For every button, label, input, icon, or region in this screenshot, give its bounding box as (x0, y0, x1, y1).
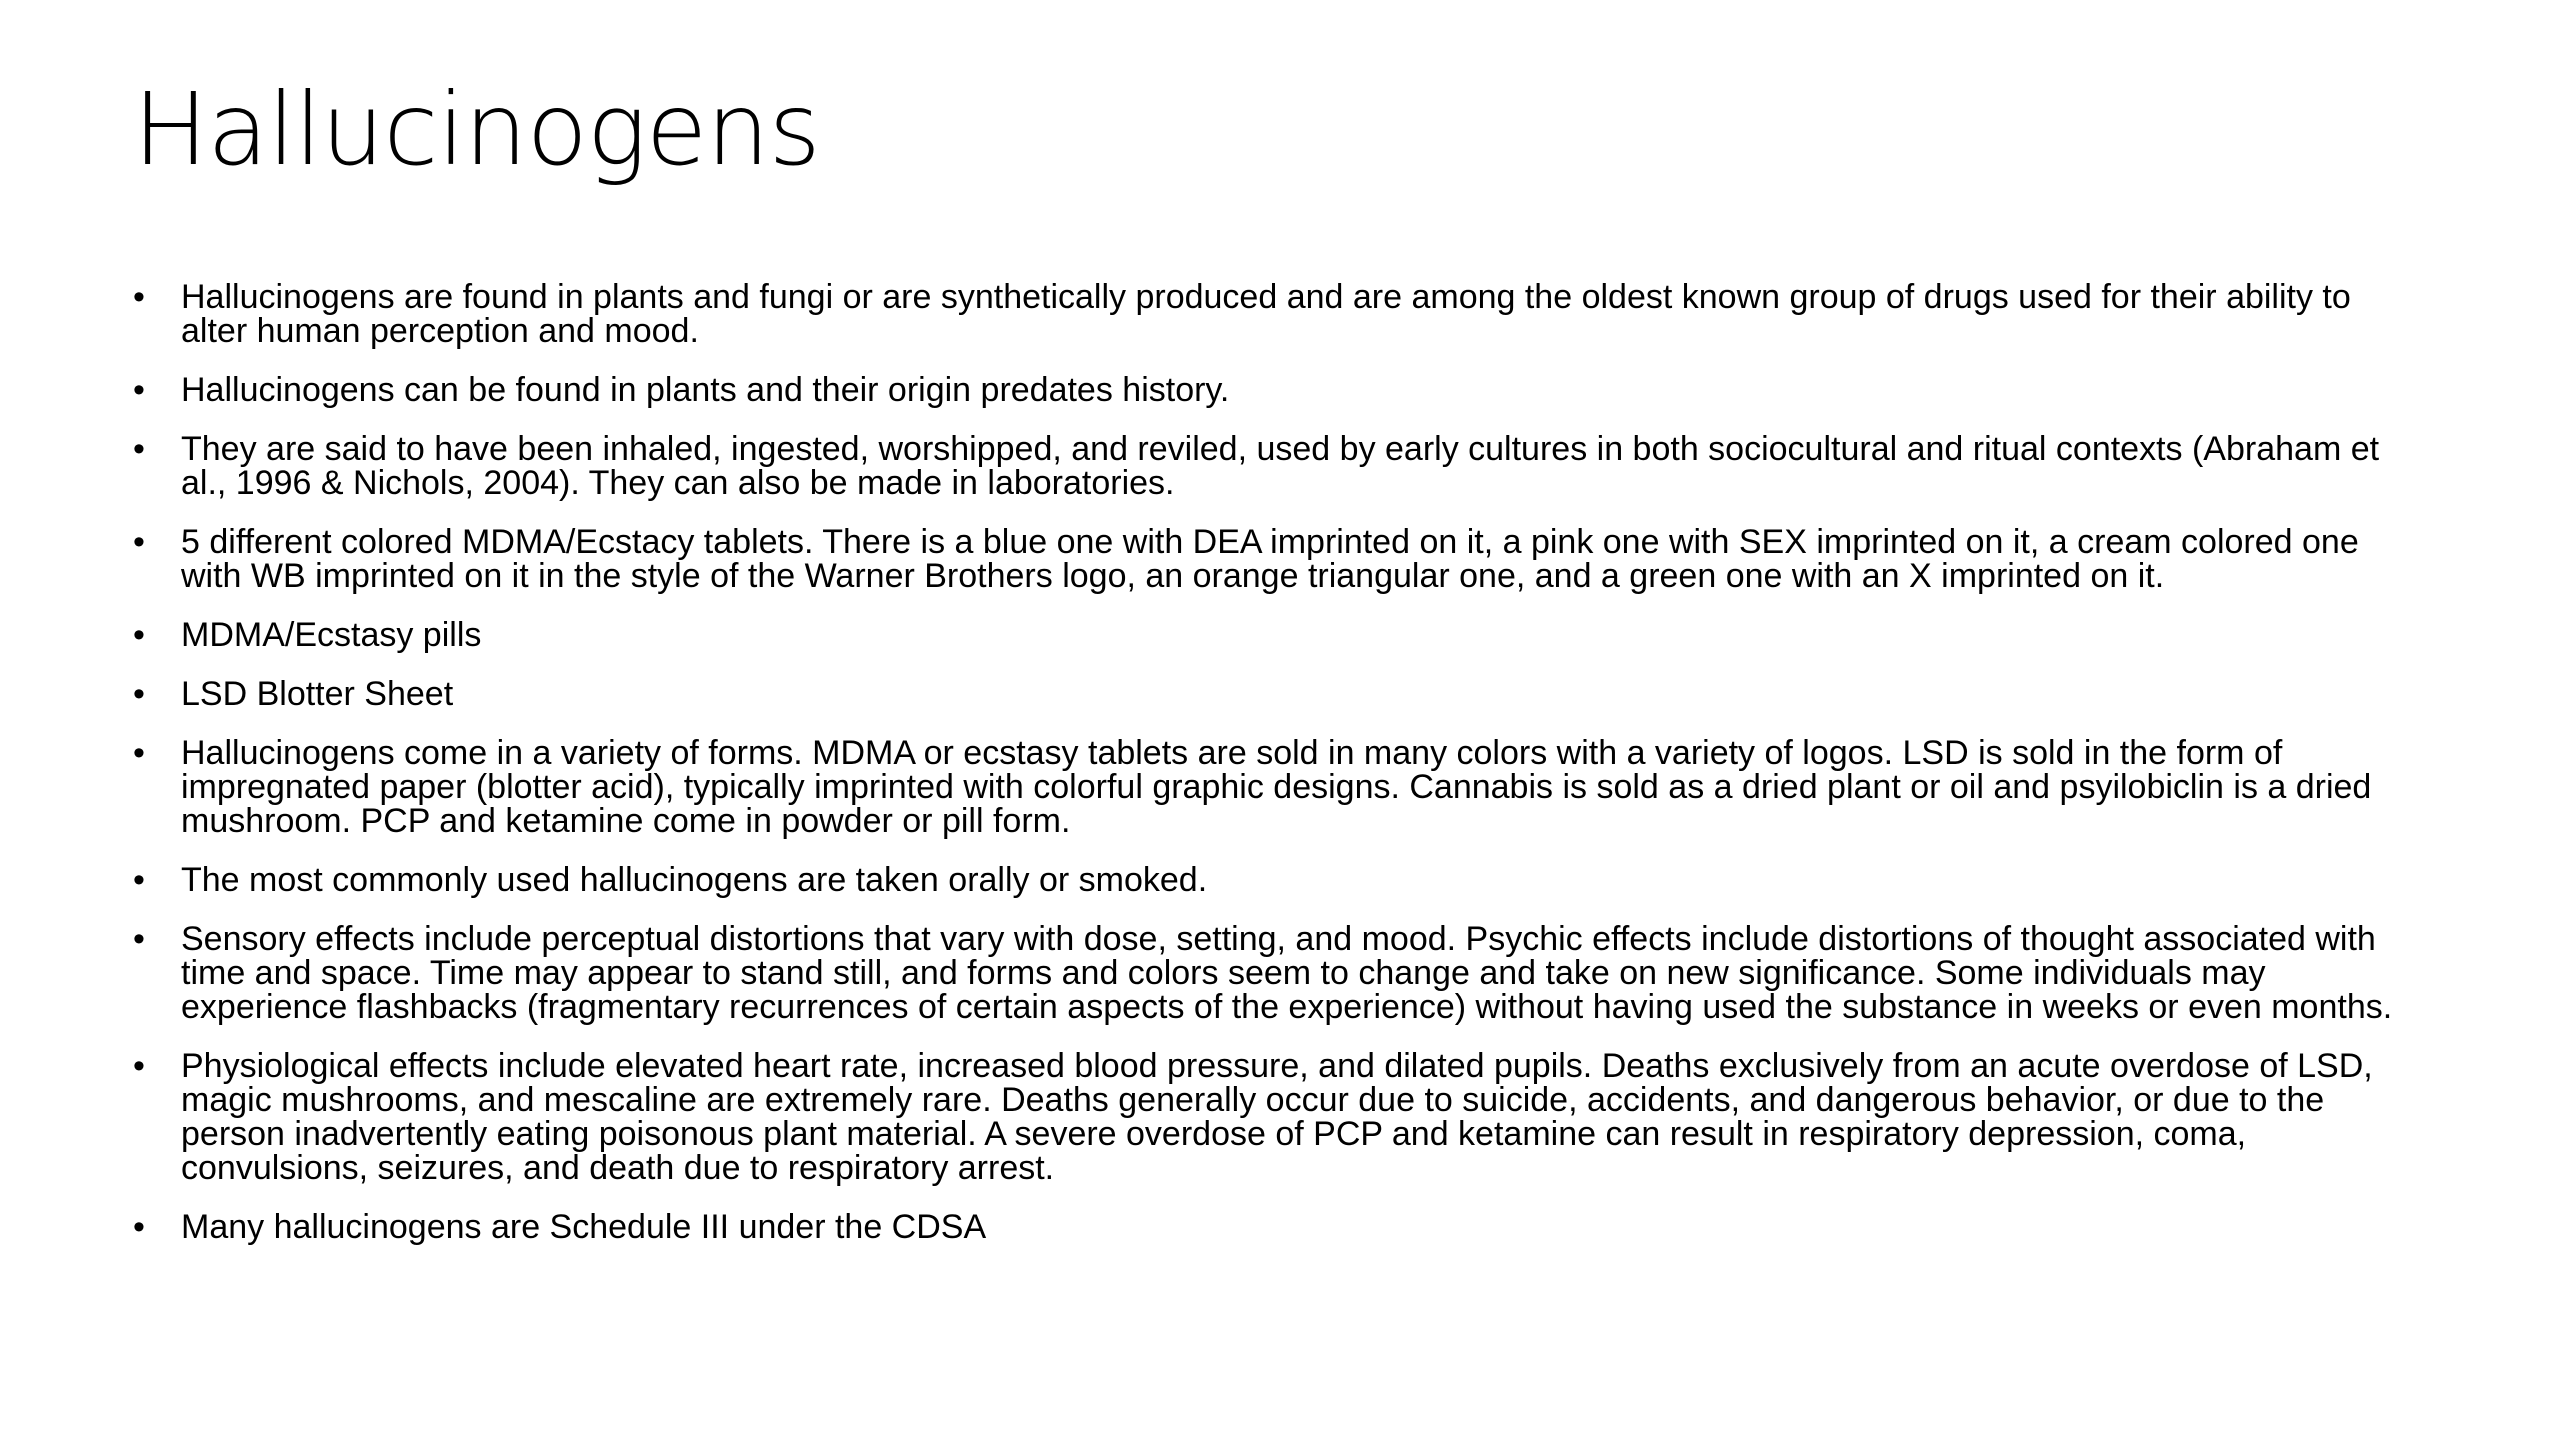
bullet-text: MDMA/Ecstasy pills (181, 616, 482, 654)
bullet-item (133, 525, 2413, 593)
bullet-icon: • (133, 734, 145, 772)
bullet-icon: • (133, 920, 145, 958)
bullet-text: Sensory effects include perceptual distortions that vary with dose, setting, and mood. Psychic effects include distortions of thought associated with time and space. Time may appear to stand still, and forms and colors seem to change and take on new significance. Some individuals may experience flashbacks (fragmentary recurrences of certain aspects of the experience) without having used the substance in weeks or even months. (181, 920, 2393, 1026)
bullet-text: Many hallucinogens are Schedule III under the CDSA (181, 1208, 987, 1246)
bullet-text: LSD Blotter Sheet (181, 675, 454, 713)
bullet-icon: • (133, 1208, 145, 1246)
bullet-icon: • (133, 278, 145, 316)
bullet-item (133, 863, 2413, 897)
bullet-icon: • (133, 430, 145, 468)
bullet-list (133, 280, 2413, 1269)
bullet-icon: • (133, 371, 145, 409)
bullet-item (133, 280, 2413, 348)
bullet-item (133, 1049, 2413, 1185)
bullet-item (133, 432, 2413, 500)
bullet-text: The most commonly used hallucinogens are taken orally or smoked. (181, 861, 1208, 899)
bullet-item (133, 922, 2413, 1024)
bullet-item (133, 618, 2413, 652)
bullet-icon: • (133, 675, 145, 713)
bullet-icon: • (133, 1047, 145, 1085)
bullet-icon: • (133, 861, 145, 899)
bullet-icon: • (133, 616, 145, 654)
bullet-text: 5 different colored MDMA/Ecstacy tablets. There is a blue one with DEA imprinted on it, a pink one with SEX imprinted on it, a cream colored one with WB imprinted on it in the style of the Warner Brothers logo, an orange triangular one, and a green one with an X imprinted on it. (181, 523, 2359, 595)
bullet-icon: • (133, 523, 145, 561)
bullet-text: Physiological effects include elevated heart rate, increased blood pressure, and dilated pupils. Deaths exclusively from an acute overdose of LSD, magic mushrooms, and mescaline are extremely rare. Deaths generally occur due to suicide, accidents, and dangerous behavior, or due to the person inadvertently eating poisonous plant material. A severe overdose of PCP and ketamine can result in respiratory depression, coma, convulsions, seizures, and death due to respiratory arrest. (181, 1047, 2373, 1187)
bullet-text: Hallucinogens can be found in plants and their origin predates history. (181, 371, 1230, 409)
bullet-text: Hallucinogens come in a variety of forms. MDMA or ecstasy tablets are sold in many colors with a variety of logos. LSD is sold in the form of impregnated paper (blotter acid), typically imprinted with colorful graphic designs. Cannabis is sold as a dried plant or oil and psyilobiclin is a dried mushroom. PCP and ketamine come in powder or pill form. (181, 734, 2372, 840)
bullet-text: Hallucinogens are found in plants and fungi or are synthetically produced and are among the oldest known group of drugs used for their ability to alter human perception and mood. (181, 278, 2351, 350)
bullet-item (133, 677, 2413, 711)
slide-title: Hallucinogens (133, 71, 820, 188)
bullet-item (133, 373, 2413, 407)
bullet-text: They are said to have been inhaled, ingested, worshipped, and reviled, used by early cultures in both sociocultural and ritual contexts (Abraham et al., 1996 & Nichols, 2004). They can also be made in laboratories. (181, 430, 2380, 502)
bullet-item (133, 736, 2413, 838)
bullet-item (133, 1210, 2413, 1244)
